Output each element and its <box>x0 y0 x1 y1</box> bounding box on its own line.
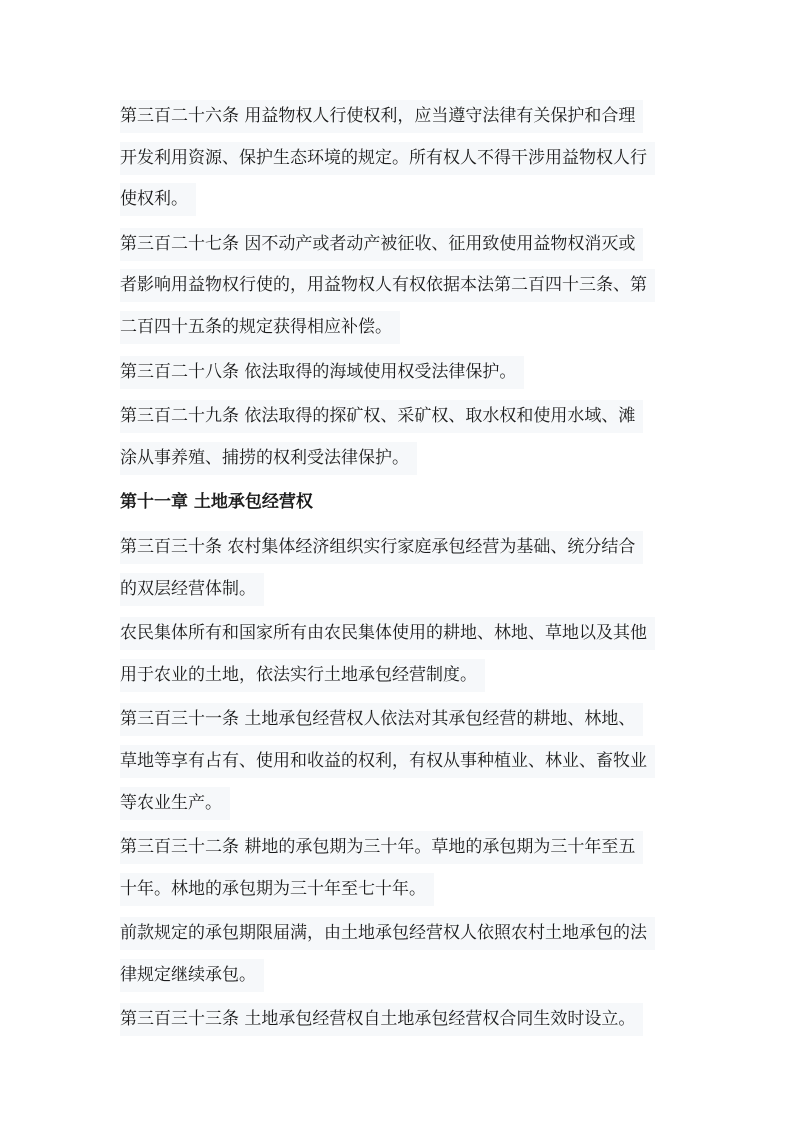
article-328 <box>120 352 680 394</box>
text-line: 的双层经营体制。 <box>120 569 264 611</box>
article-331 <box>120 699 680 824</box>
text-line: 第三百三十一条 土地承包经营权人依法对其承包经营的耕地、林地、 <box>120 699 643 741</box>
text-line: 开发利用资源、保护生态环境的规定。所有权人不得干涉用益物权人行 <box>120 138 655 180</box>
text-line: 前款规定的承包期限届满，由土地承包经营权人依照农村土地承包的法 <box>120 913 655 955</box>
text-line: 涂从事养殖、捕捞的权利受法律保护。 <box>120 438 417 480</box>
text-line: 者影响用益物权行使的，用益物权人有权依据本法第二百四十三条、第 <box>120 265 655 307</box>
text-line: 第三百二十六条 用益物权人行使权利，应当遵守法律有关保护和合理 <box>120 96 643 138</box>
text-line: 律规定继续承包。 <box>120 955 264 997</box>
chapter-title: 第十一章 土地承包经营权 <box>120 492 313 513</box>
article-330-paragraph-2 <box>120 613 680 696</box>
text-line: 农民集体所有和国家所有由农民集体使用的耕地、林地、草地以及其他 <box>120 613 655 655</box>
document-page <box>120 96 680 1044</box>
text-line: 十年。林地的承包期为三十年至七十年。 <box>120 869 434 911</box>
article-332-paragraph-2 <box>120 913 680 996</box>
article-329 <box>120 396 680 479</box>
text-line: 使权利。 <box>120 179 196 221</box>
article-326 <box>120 96 680 221</box>
text-line: 等农业生产。 <box>120 783 230 825</box>
text-line: 用于农业的土地，依法实行土地承包经营制度。 <box>120 655 485 697</box>
chapter-heading <box>120 482 680 524</box>
article-330 <box>120 527 680 610</box>
text-line: 草地等享有占有、使用和收益的权利，有权从事种植业、林业、畜牧业 <box>120 741 655 783</box>
text-line: 第三百二十八条 依法取得的海域使用权受法律保护。 <box>120 352 524 394</box>
text-line: 第三百二十九条 依法取得的探矿权、采矿权、取水权和使用水域、滩 <box>120 396 643 438</box>
article-332 <box>120 827 680 910</box>
text-line: 第三百二十七条 因不动产或者动产被征收、征用致使用益物权消灭或 <box>120 224 643 266</box>
text-line: 第三百三十条 农村集体经济组织实行家庭承包经营为基础、统分结合 <box>120 527 643 569</box>
text-line: 第三百三十二条 耕地的承包期为三十年。草地的承包期为三十年至五 <box>120 827 643 869</box>
text-line: 二百四十五条的规定获得相应补偿。 <box>120 307 400 349</box>
article-333 <box>120 999 680 1041</box>
text-line: 第三百三十三条 土地承包经营权自土地承包经营权合同生效时设立。 <box>120 999 643 1041</box>
article-327 <box>120 224 680 349</box>
